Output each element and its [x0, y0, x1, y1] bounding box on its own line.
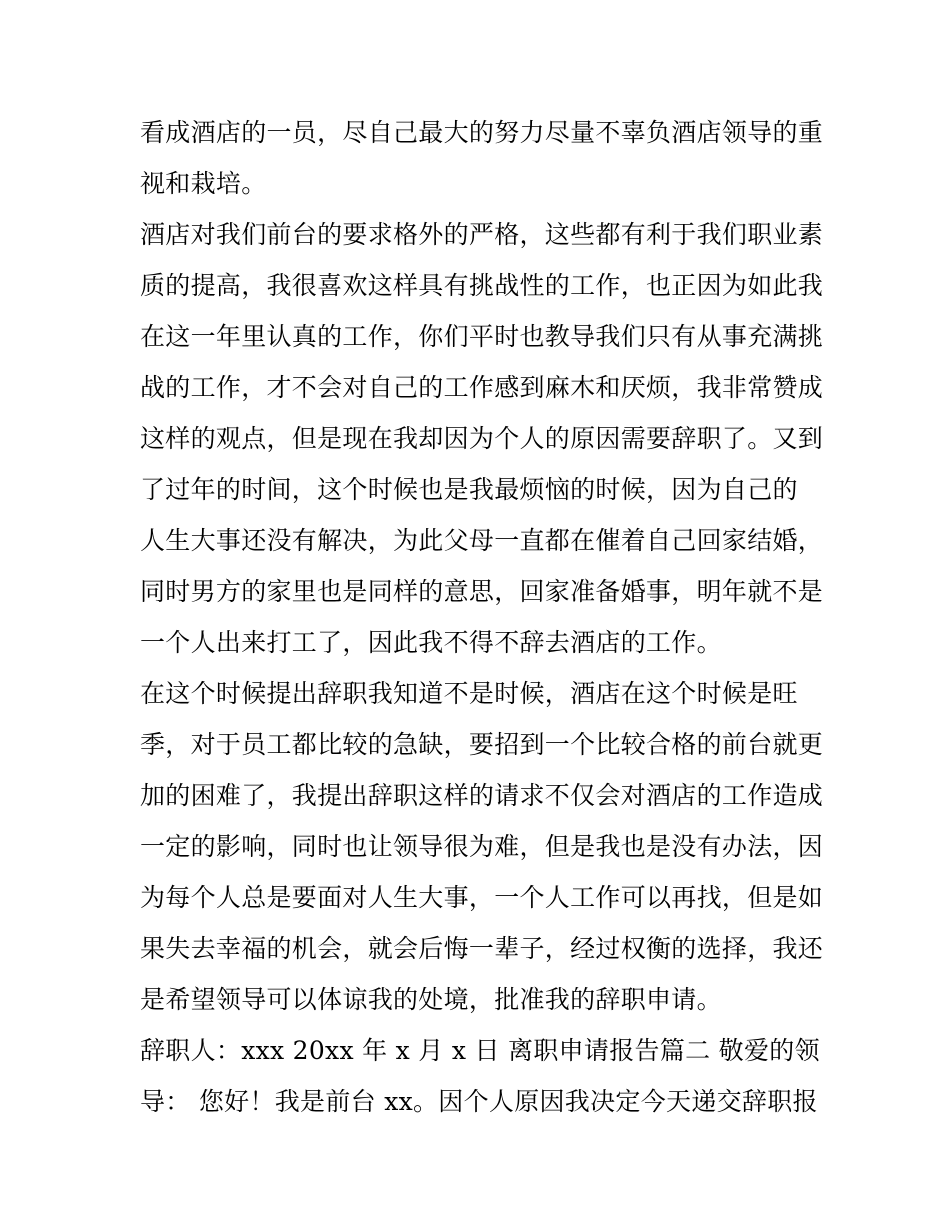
text-line: 质的提高，我很喜欢这样具有挑战性的工作，也正因为如此我 [140, 271, 824, 300]
text-line: 辞职人：xxx 20xx 年 x 月 x 日 离职申请报告篇二 敬爱的领 [140, 1036, 820, 1065]
text-line: 看成酒店的一员，尽自己最大的努力尽量不辜负酒店领导的重 [140, 118, 824, 147]
text-line: 一个人出来打工了，因此我不得不辞去酒店的工作。 [140, 628, 722, 657]
text-line: 战的工作，才不会对自己的工作感到麻木和厌烦，我非常赞成 [140, 373, 824, 402]
text-line: 了过年的时间，这个时候也是我最烦恼的时候，因为自己的 [140, 475, 798, 504]
text-line: 人生大事还没有解决，为此父母一直都在催着自己回家结婚， [140, 526, 824, 555]
text-line: 果失去幸福的机会，就会后悔一辈子，经过权衡的选择，我还 [140, 934, 824, 963]
text-line: 在这一年里认真的工作，你们平时也教导我们只有从事充满挑 [140, 322, 824, 351]
text-line: 加的困难了，我提出辞职这样的请求不仅会对酒店的工作造成 [140, 781, 824, 810]
text-line: 同时男方的家里也是同样的意思，回家准备婚事，明年就不是 [140, 577, 824, 606]
text-line: 酒店对我们前台的要求格外的严格，这些都有利于我们职业素 [140, 220, 824, 249]
text-line: 为每个人总是要面对人生大事，一个人工作可以再找，但是如 [140, 883, 824, 912]
text-line: 一定的影响，同时也让领导很为难，但是我也是没有办法，因 [140, 832, 824, 861]
body-text [140, 107, 824, 1127]
text-line: 导： 您好！我是前台 xx。因个人原因我决定今天递交辞职报 [140, 1087, 818, 1116]
text-line: 季，对于员工都比较的急缺，要招到一个比较合格的前台就更 [140, 730, 824, 759]
text-line: 视和栽培。 [140, 169, 267, 198]
text-line: 在这个时候提出辞职我知道不是时候，酒店在这个时候是旺 [140, 679, 798, 708]
text-line: 是希望领导可以体谅我的处境，批准我的辞职申请。 [140, 985, 722, 1014]
text-line: 这样的观点，但是现在我却因为个人的原因需要辞职了。又到 [140, 424, 824, 453]
